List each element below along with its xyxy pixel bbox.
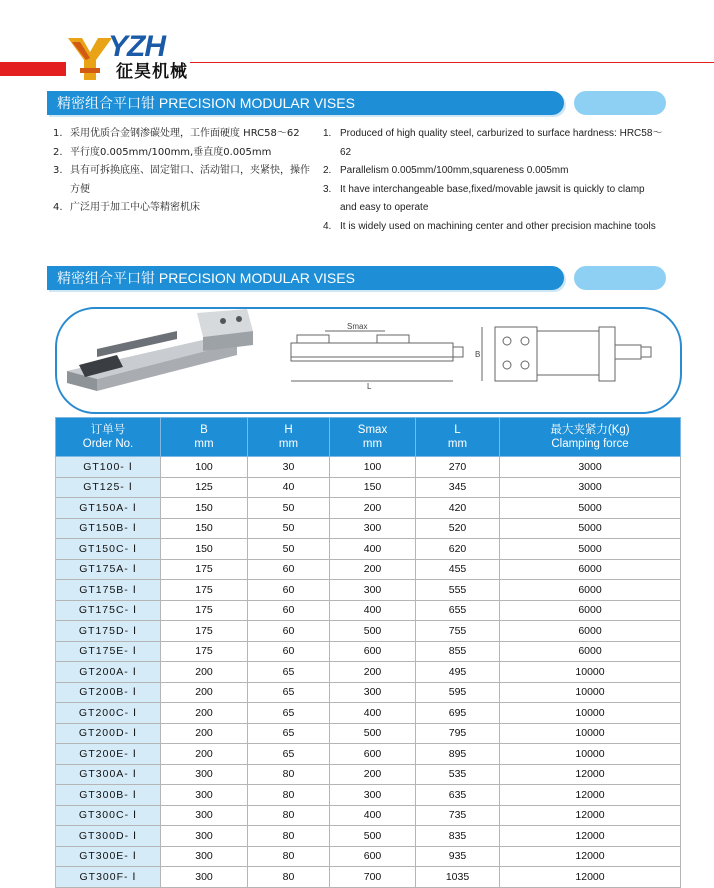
header-line2: mm [362, 438, 383, 450]
clamping-force-cell: 3000 [500, 457, 681, 478]
header-line2: mm [447, 438, 468, 450]
section-title: 精密组合平口钳 PRECISION MODULAR VISES [57, 270, 355, 286]
logo-latin-text: YZH [108, 30, 165, 63]
header-rule [190, 62, 714, 63]
b-cell: 150 [161, 518, 248, 539]
header-line1: L [454, 424, 461, 436]
smax-cell: 600 [330, 846, 416, 867]
order-no-cell: GT175C- Ⅰ [56, 600, 161, 621]
header-line2: mm [194, 438, 214, 450]
table-row [56, 744, 681, 765]
b-cell: 300 [161, 764, 248, 785]
h-cell: 65 [248, 662, 330, 683]
table-row [56, 703, 681, 724]
feature-text: It have interchangeable base,fixed/movable jawsit is quickly to clamp and easy to operate [340, 183, 645, 213]
clamping-force-cell: 12000 [500, 826, 681, 847]
l-cell: 595 [416, 682, 500, 703]
column-header-clamping-force [500, 418, 681, 457]
spec-table [55, 417, 681, 888]
clamping-force-cell: 6000 [500, 559, 681, 580]
order-no-cell: GT300E- Ⅰ [56, 846, 161, 867]
smax-cell: 400 [330, 805, 416, 826]
feature-item [323, 181, 663, 218]
b-cell: 200 [161, 682, 248, 703]
feature-item [53, 199, 315, 218]
table-row [56, 621, 681, 642]
column-header-smax [330, 418, 416, 457]
brand-logo [66, 32, 206, 84]
l-cell: 555 [416, 580, 500, 601]
smax-cell: 500 [330, 826, 416, 847]
b-cell: 200 [161, 703, 248, 724]
vise-photo-icon [67, 309, 253, 391]
table-row [56, 805, 681, 826]
b-cell: 300 [161, 785, 248, 806]
b-cell: 300 [161, 846, 248, 867]
clamping-force-cell: 6000 [500, 580, 681, 601]
header-line1: 订单号 [90, 424, 126, 436]
table-row [56, 764, 681, 785]
order-no-cell: GT200D- Ⅰ [56, 723, 161, 744]
table-header-row [56, 418, 681, 457]
order-no-cell: GT200B- Ⅰ [56, 682, 161, 703]
table-row [56, 518, 681, 539]
feature-text: 广泛用于加工中心等精密机床 [70, 202, 200, 213]
l-cell: 345 [416, 477, 500, 498]
l-cell: 620 [416, 539, 500, 560]
diagram-label-smax: Smax [347, 322, 368, 331]
column-header-order-no [56, 418, 161, 457]
table-body [56, 457, 681, 888]
b-cell: 200 [161, 744, 248, 765]
b-cell: 150 [161, 539, 248, 560]
header-line2: mm [278, 438, 299, 450]
l-cell: 520 [416, 518, 500, 539]
table-row [56, 846, 681, 867]
l-cell: 695 [416, 703, 500, 724]
feature-text: Produced of high quality steel, carburized to surface hardness: HRC58～62 [340, 128, 663, 158]
smax-cell: 400 [330, 703, 416, 724]
order-no-cell: GT200C- Ⅰ [56, 703, 161, 724]
l-cell: 455 [416, 559, 500, 580]
table-row [56, 457, 681, 478]
table-row [56, 477, 681, 498]
h-cell: 60 [248, 580, 330, 601]
feature-item [323, 162, 663, 181]
h-cell: 60 [248, 621, 330, 642]
table-row [56, 498, 681, 519]
feature-number: 3. [53, 165, 63, 176]
l-cell: 420 [416, 498, 500, 519]
b-cell: 175 [161, 641, 248, 662]
section-title: 精密组合平口钳 PRECISION MODULAR VISES [57, 95, 355, 111]
b-cell: 200 [161, 662, 248, 683]
order-no-cell: GT200E- Ⅰ [56, 744, 161, 765]
order-no-cell: GT150A- Ⅰ [56, 498, 161, 519]
clamping-force-cell: 12000 [500, 846, 681, 867]
header-line2: Clamping force [551, 438, 629, 450]
l-cell: 270 [416, 457, 500, 478]
column-header-l [416, 418, 500, 457]
h-cell: 80 [248, 805, 330, 826]
logo-chinese-text: 征昊机械 [116, 62, 188, 82]
feature-item [53, 162, 315, 199]
clamping-force-cell: 10000 [500, 703, 681, 724]
clamping-force-cell: 12000 [500, 867, 681, 888]
order-no-cell: GT175B- Ⅰ [56, 580, 161, 601]
b-cell: 100 [161, 457, 248, 478]
l-cell: 895 [416, 744, 500, 765]
table-row [56, 600, 681, 621]
feature-number: 3. [323, 183, 332, 195]
clamping-force-cell: 5000 [500, 518, 681, 539]
clamping-force-cell: 5000 [500, 498, 681, 519]
l-cell: 855 [416, 641, 500, 662]
l-cell: 495 [416, 662, 500, 683]
b-cell: 175 [161, 559, 248, 580]
b-cell: 200 [161, 723, 248, 744]
feature-text: 具有可拆换底座、固定钳口、活动钳口，夹紧快，操作方便 [70, 165, 310, 195]
side-view-drawing [291, 331, 463, 381]
order-no-cell: GT125- Ⅰ [56, 477, 161, 498]
feature-number: 4. [53, 202, 63, 213]
order-no-cell: GT300D- Ⅰ [56, 826, 161, 847]
order-no-cell: GT150B- Ⅰ [56, 518, 161, 539]
header-line1: 最大夹紧力(Kg) [550, 424, 630, 436]
feature-number: 1. [53, 128, 63, 139]
table-row [56, 662, 681, 683]
order-no-cell: GT300B- Ⅰ [56, 785, 161, 806]
header-line1: B [200, 424, 208, 436]
feature-number: 2. [53, 146, 63, 158]
header-line2: Order No. [82, 438, 134, 450]
b-cell: 175 [161, 600, 248, 621]
h-cell: 50 [248, 539, 330, 560]
smax-cell: 200 [330, 498, 416, 519]
smax-cell: 200 [330, 662, 416, 683]
b-cell: 300 [161, 867, 248, 888]
h-cell: 80 [248, 764, 330, 785]
clamping-force-cell: 10000 [500, 682, 681, 703]
header-line1: Smax [357, 424, 388, 436]
features-english [323, 125, 663, 236]
feature-text: 采用优质合金钢渗碳处理，工作面硬度 HRC58～62 [70, 128, 300, 139]
clamping-force-cell: 10000 [500, 723, 681, 744]
order-no-cell: GT100- Ⅰ [56, 457, 161, 478]
order-no-cell: GT175D- Ⅰ [56, 621, 161, 642]
section-bar [47, 91, 564, 115]
h-cell: 65 [248, 682, 330, 703]
section-pill-decoration [574, 91, 666, 115]
table-row [56, 682, 681, 703]
b-cell: 300 [161, 826, 248, 847]
b-cell: 150 [161, 498, 248, 519]
h-cell: 80 [248, 867, 330, 888]
clamping-force-cell: 6000 [500, 600, 681, 621]
smax-cell: 300 [330, 682, 416, 703]
top-view-drawing [482, 327, 651, 381]
smax-cell: 200 [330, 559, 416, 580]
order-no-cell: GT300F- Ⅰ [56, 867, 161, 888]
l-cell: 635 [416, 785, 500, 806]
header-line1: H [284, 424, 293, 436]
smax-cell: 500 [330, 621, 416, 642]
smax-cell: 100 [330, 457, 416, 478]
feature-text: Parallelism 0.005mm/100mm,squareness 0.005mm [340, 165, 569, 176]
clamping-force-cell: 12000 [500, 805, 681, 826]
section-header-1 [47, 91, 667, 117]
diagram-label-l: L [367, 382, 372, 391]
smax-cell: 600 [330, 641, 416, 662]
table-row [56, 539, 681, 560]
smax-cell: 700 [330, 867, 416, 888]
section-header-2 [47, 266, 667, 292]
section-bar [47, 266, 564, 290]
h-cell: 40 [248, 477, 330, 498]
clamping-force-cell: 10000 [500, 744, 681, 765]
feature-text: 平行度0.005mm/100mm,垂直度0.005mm [70, 146, 272, 158]
h-cell: 80 [248, 785, 330, 806]
clamping-force-cell: 10000 [500, 662, 681, 683]
table-row [56, 867, 681, 888]
column-header-b [161, 418, 248, 457]
feature-item [323, 125, 663, 162]
smax-cell: 200 [330, 764, 416, 785]
table-row [56, 785, 681, 806]
h-cell: 65 [248, 703, 330, 724]
feature-item [323, 218, 663, 237]
smax-cell: 500 [330, 723, 416, 744]
table-row [56, 641, 681, 662]
order-no-cell: GT175E- Ⅰ [56, 641, 161, 662]
smax-cell: 300 [330, 785, 416, 806]
l-cell: 795 [416, 723, 500, 744]
order-no-cell: GT300C- Ⅰ [56, 805, 161, 826]
features-chinese [53, 125, 315, 218]
order-no-cell: GT175A- Ⅰ [56, 559, 161, 580]
table-row [56, 826, 681, 847]
h-cell: 50 [248, 498, 330, 519]
feature-number: 4. [323, 220, 332, 232]
b-cell: 300 [161, 805, 248, 826]
h-cell: 60 [248, 641, 330, 662]
h-cell: 65 [248, 744, 330, 765]
order-no-cell: GT300A- Ⅰ [56, 764, 161, 785]
clamping-force-cell: 6000 [500, 641, 681, 662]
l-cell: 535 [416, 764, 500, 785]
clamping-force-cell: 12000 [500, 785, 681, 806]
diagram-label-b: B [475, 350, 481, 359]
order-no-cell: GT200A- Ⅰ [56, 662, 161, 683]
smax-cell: 600 [330, 744, 416, 765]
b-cell: 175 [161, 580, 248, 601]
clamping-force-cell: 6000 [500, 621, 681, 642]
clamping-force-cell: 3000 [500, 477, 681, 498]
feature-text: It is widely used on machining center and other precision machine tools [340, 220, 656, 232]
l-cell: 935 [416, 846, 500, 867]
clamping-force-cell: 12000 [500, 764, 681, 785]
l-cell: 655 [416, 600, 500, 621]
table-row [56, 580, 681, 601]
h-cell: 80 [248, 826, 330, 847]
column-header-h [248, 418, 330, 457]
smax-cell: 300 [330, 518, 416, 539]
product-figure-panel [55, 307, 682, 414]
order-no-cell: GT150C- Ⅰ [56, 539, 161, 560]
h-cell: 60 [248, 600, 330, 621]
h-cell: 50 [248, 518, 330, 539]
feature-number: 2. [323, 165, 332, 176]
smax-cell: 400 [330, 539, 416, 560]
product-illustration [57, 309, 676, 408]
section-pill-decoration [574, 266, 666, 290]
smax-cell: 400 [330, 600, 416, 621]
h-cell: 30 [248, 457, 330, 478]
table-row [56, 559, 681, 580]
l-cell: 1035 [416, 867, 500, 888]
table-row [56, 723, 681, 744]
h-cell: 60 [248, 559, 330, 580]
l-cell: 755 [416, 621, 500, 642]
smax-cell: 300 [330, 580, 416, 601]
feature-item [53, 125, 315, 144]
b-cell: 125 [161, 477, 248, 498]
l-cell: 735 [416, 805, 500, 826]
clamping-force-cell: 5000 [500, 539, 681, 560]
h-cell: 65 [248, 723, 330, 744]
header-accent-bar [0, 62, 66, 76]
logo-mark-icon [66, 34, 114, 82]
smax-cell: 150 [330, 477, 416, 498]
feature-number: 1. [323, 128, 332, 139]
b-cell: 175 [161, 621, 248, 642]
h-cell: 80 [248, 846, 330, 867]
l-cell: 835 [416, 826, 500, 847]
feature-item [53, 144, 315, 163]
